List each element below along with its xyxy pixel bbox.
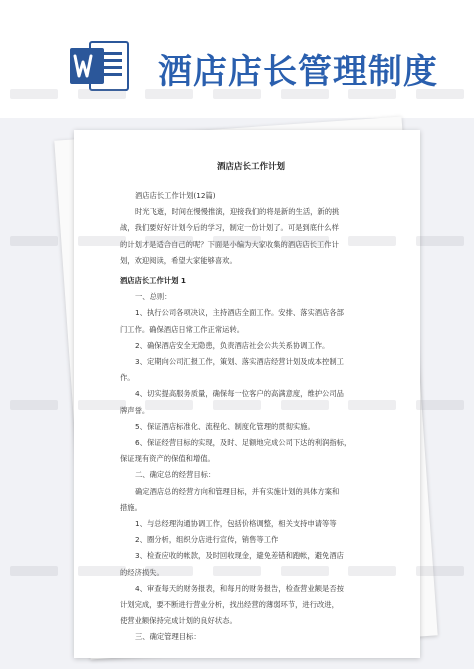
body-text-line: 作。 <box>120 373 135 383</box>
body-text-line: 6、保证经营目标的实现，及时、足额地完成公司下达的利润指标， <box>135 438 352 448</box>
body-text-line: 使营业额保持完成计划的良好状态。 <box>120 616 237 626</box>
body-text-line: 的经济损失。 <box>120 567 164 577</box>
body-text-line: 的计划才是适合自己的呢？下面是小编为大家收集的酒店店长工作计 <box>120 239 339 249</box>
word-doc-icon <box>68 38 130 94</box>
body-text-line: 三、确定管理目标： <box>135 632 201 642</box>
document-page <box>74 130 420 658</box>
body-text-line: 战，我们要好好计划今后的学习，制定一份计划了。可是到底什么样 <box>120 223 339 233</box>
body-text-line: 牌声誉。 <box>120 405 150 415</box>
body-text-line: 二、确定总的经营目标： <box>135 470 216 480</box>
document-header <box>0 0 474 118</box>
body-text-line: 5、保证酒店标准化、流程化、制度化管理的贯彻实施。 <box>135 421 315 431</box>
body-text-line: 一、总则： <box>135 292 172 302</box>
body-text-line: 措施。 <box>120 502 142 512</box>
document-title: 酒店店长工作计划 <box>216 162 285 172</box>
body-text-line: 4、切实提高服务质量，确保每一位客户的高满意度，维护公司品 <box>135 389 344 399</box>
body-text-line: 1、与总经理沟通协调工作，包括价格调整，相关支持申请等等 <box>135 519 337 529</box>
body-text-line: 4、审查每天的财务报表，和每月的财务报告，检查营业额是否按 <box>135 583 344 593</box>
document-body <box>120 188 396 646</box>
page-title: 酒店店长管理制度 <box>158 52 438 92</box>
body-text-line: 2、圈分析，组织分店进行宣传，销售等工作 <box>135 535 279 545</box>
body-text-line: 确定酒店总的经营方向和管理目标，并有实施计划的具体方案和 <box>135 486 340 496</box>
section-heading: 酒店店长工作计划 1 <box>120 276 186 286</box>
body-text-line: 1、执行公司各项决议，主持酒店全面工作。安排、落实酒店各部 <box>135 308 344 318</box>
body-text-line: 保证现有资产的保值和增值。 <box>120 454 215 464</box>
body-text-line: 门工作。确保酒店日常工作正常运转。 <box>120 324 245 334</box>
body-text-line: 2、确保酒店安全无隐患，负责酒店社会公共关系协调工作。 <box>135 340 330 350</box>
body-text-line: 计划完成，要不断进行营业分析，找出经营的薄弱环节，进行改进， <box>120 600 339 610</box>
body-text-line: 酒店店长工作计划(12篇) <box>135 191 216 200</box>
body-text-line: 时光飞逝，时间在慢慢推演，迎接我们的将是新的生活，新的挑 <box>135 207 340 217</box>
body-text-line: 划，欢迎阅读，希望大家能够喜欢。 <box>120 255 237 265</box>
body-text-line: 3、定期向公司汇报工作，策划、落实酒店经营计划及成本控制工 <box>135 357 344 367</box>
body-text-line: 3、检查应收的帐款，及时回收现金，避免差错和跑帐，避免酒店 <box>135 551 344 561</box>
